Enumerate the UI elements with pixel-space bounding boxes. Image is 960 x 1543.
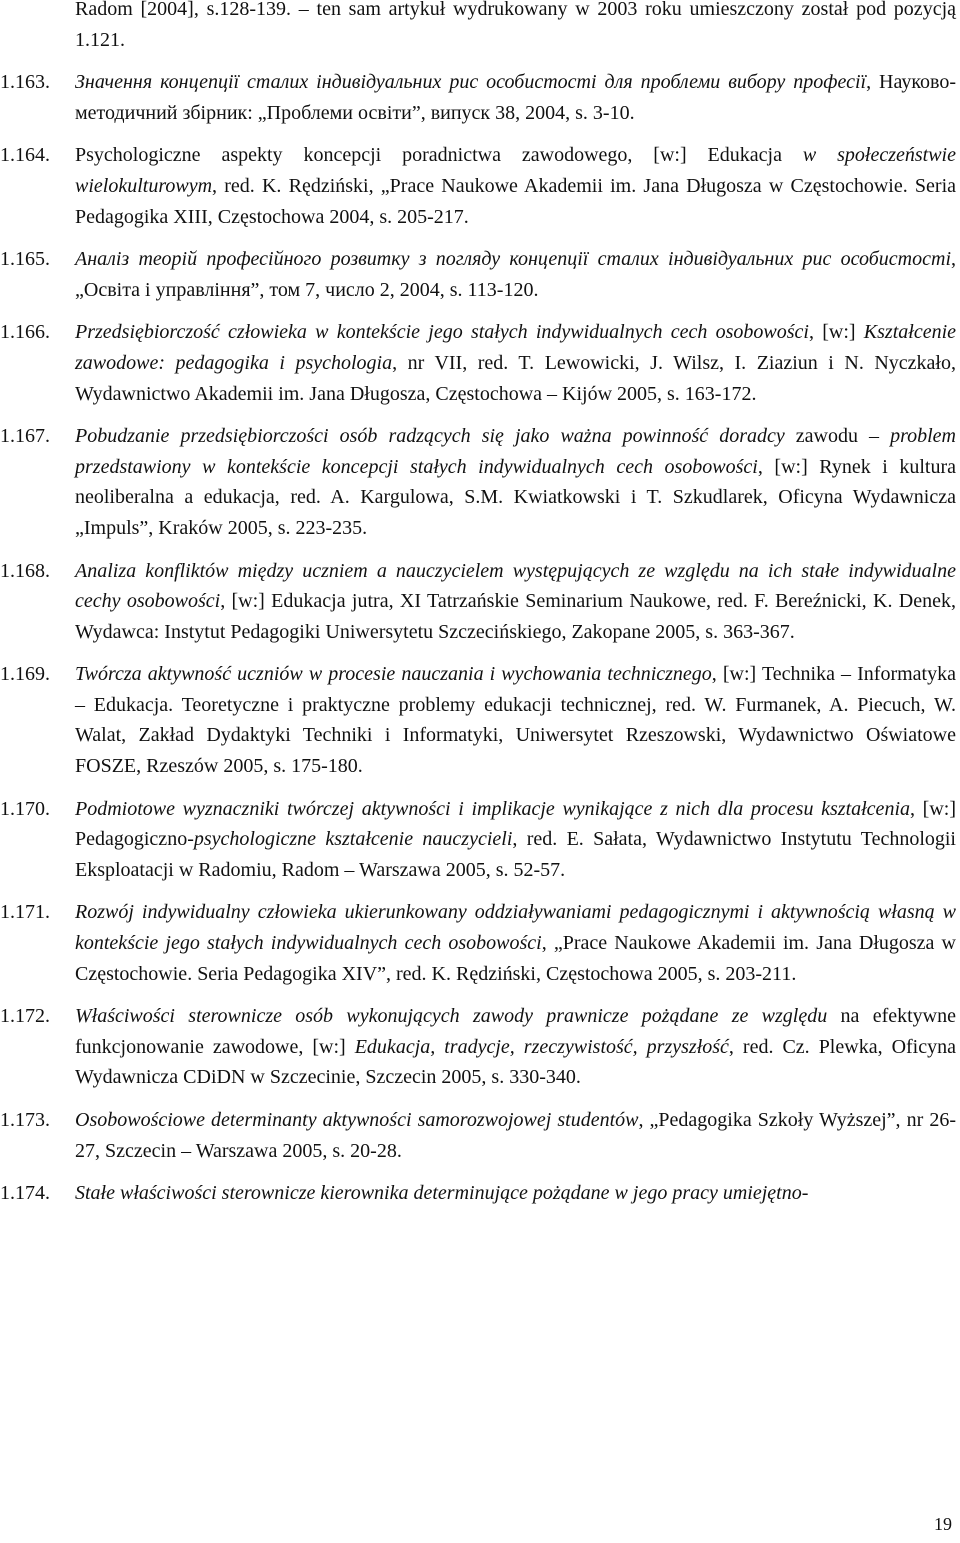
entry-number: 1.169. <box>0 663 50 686</box>
entry-number: 1.171. <box>0 901 50 924</box>
entry-text-segment: , „Освіта і управління”, том 7, число 2, 2004, s. 113-120. <box>75 248 956 301</box>
entry-title-italic: Twórcza aktywność uczniów w procesie nauczania i wychowania technicznego <box>75 663 712 686</box>
entry-text-segment: , Науково-методичний збірник: „Проблеми освіти”, випуск 38, 2004, s. 3-10. <box>75 71 956 124</box>
entry-text <box>75 1105 956 1166</box>
bibliography-entry <box>0 897 960 989</box>
entry-title-italic: psychologiczne kształcenie nauczycieli <box>193 828 513 851</box>
entry-text <box>75 0 956 55</box>
entry-text-segment: , red. Cz. Plewka, Oficyna Wydawnicza CDiDN w Szczecinie, Szczecin 2005, s. 330-340. <box>75 1035 956 1089</box>
entry-text-segment: , nr VII, red. T. Lewowicki, J. Wilsz, I. Ziaziun i N. Nyczkało, Wydawnictwo Akademii im. Jana Długosza, Częstochowa – Kijów 2005, s. 163-172. <box>75 351 956 405</box>
entry-title-italic: Аналіз теорій професійного розвитку з погляду концепції сталих індивідуальних рис особистості <box>75 248 951 271</box>
entry-number: 1.166. <box>0 321 50 344</box>
entry-text <box>75 659 956 781</box>
entry-text-segment: , red. K. Rędziński, „Prace Naukowe Akademii im. Jana Długosza w Częstochowie. Seria Pedagogika XIII, Częstochowa 2004, s. 205-217. <box>75 174 956 228</box>
entry-text-segment: , [w:] Rynek i kultura neoliberalna a edukacja, red. A. Kargulowa, S.M. Kwiatkowski i T. Szkudlarek, Oficyna Wydawnicza „Impuls”, Kraków 2005, s. 223-235. <box>75 455 956 539</box>
entry-title-italic: Właściwości sterownicze osób wykonujących zawody prawnicze pożądane ze względu <box>75 1005 841 1028</box>
entry-text-segment: , „Pedagogika Szkoły Wyższej”, nr 26-27, Szczecin – Warszawa 2005, s. 20-28. <box>75 1109 956 1162</box>
entry-title-italic: Stałe właściwości sterownicze kierownika determinujące pożądane w jego pracy umiejętno- <box>75 1182 809 1205</box>
entry-number: 1.164. <box>0 144 50 167</box>
entry-text <box>75 1178 956 1209</box>
bibliography-entry <box>0 140 960 232</box>
entry-title-italic: w społeczeństwie wielokulturowym <box>75 144 956 197</box>
bibliography-entry <box>0 659 960 781</box>
entry-title-italic: Edukacja, tradycje, rzeczywistość, przyszłość <box>354 1035 729 1058</box>
entry-text <box>75 140 956 232</box>
entry-number: 1.167. <box>0 425 50 448</box>
entry-number: 1.168. <box>0 559 50 582</box>
entry-text <box>75 67 956 128</box>
bibliography-entry <box>0 317 960 409</box>
entry-text-segment: na efektywne funkcjonowanie zawodowe, [w:] <box>75 1005 956 1058</box>
entry-text <box>75 897 956 989</box>
entry-text-segment: Radom [2004], s.128-139. – ten sam artykuł wydrukowany w 2003 roku umieszczony został pod pozycją 1.121. <box>75 0 956 51</box>
entry-text <box>75 556 956 648</box>
entry-text <box>75 1001 956 1093</box>
bibliography-entry <box>0 556 960 648</box>
entry-text <box>75 317 956 409</box>
page-number: 19 <box>934 1514 952 1534</box>
bibliography-entry <box>0 1105 960 1166</box>
entry-number: 1.172. <box>0 1005 50 1028</box>
bibliography-entry <box>0 67 960 128</box>
entry-title-italic: Przedsiębiorczość człowieka w kontekście jego stałych indywidualnych cech osobowości <box>75 321 809 344</box>
entry-text-segment: , red. E. Sałata, Wydawnictwo Instytutu Technologii Eksploatacji w Radomiu, Radom – Warszawa 2005, s. 52-57. <box>75 828 956 881</box>
entry-text <box>75 244 956 305</box>
entry-title-italic: Rozwój indywidualny człowieka ukierunkowany oddziaływaniami pedagogicznymi i aktywnością własną w kontekście jego stałych indywidualnych cech osobowości <box>75 901 956 955</box>
entry-title-italic: Analiza konfliktów między uczniem a nauczycielem występujących ze względu na ich stałe indywidualne cechy osobowości <box>75 559 956 613</box>
bibliography-entry <box>0 1178 960 1209</box>
entry-text-segment: , [w:] <box>808 321 864 344</box>
entry-text-segment: , „Prace Naukowe Akademii im. Jana Długosza w Częstochowie. Seria Pedagogika XIV”, red. K. Rędziński, Częstochowa 2005, s. 203-211. <box>75 932 956 985</box>
bibliography-entry <box>0 0 960 55</box>
bibliography-entry <box>0 244 960 305</box>
entry-number: 1.165. <box>0 248 50 271</box>
entry-text <box>75 794 956 886</box>
bibliography-entry <box>0 421 960 543</box>
entry-text-segment: zawodu – <box>795 425 891 448</box>
entry-text-segment: , [w:] Edukacja jutra, XI Tatrzańskie Seminarium Naukowe, red. F. Bereźnicki, K. Denek, Wydawca: Instytut Pedagogiki Uniwersytetu Szczecińskiego, Zakopane 2005, s. 363-367. <box>75 590 956 643</box>
entry-title-italic: Pobudzanie przedsiębiorczości osób radzących się jako ważna powinność doradcy <box>75 425 796 448</box>
entry-text-segment: Psychologiczne aspekty koncepcji poradnictwa zawodowego, [w:] Edukacja <box>75 144 803 167</box>
entry-text-segment: , [w:] Pedagogiczno- <box>75 797 956 851</box>
entry-number: 1.170. <box>0 797 50 820</box>
bibliography-entry <box>0 1001 960 1093</box>
entry-title-italic: problem przedstawiony w kontekście koncepcji stałych indywidualnych cech osobowości <box>75 425 956 478</box>
entry-title-italic: Значення концепції сталих індивідуальних рис особистості для проблеми вибору професії <box>75 71 867 94</box>
entry-title-italic: Podmiotowe wyznaczniki twórczej aktywności i implikacje wynikające z nich dla procesu kształcenia <box>75 797 910 820</box>
bibliography-entry <box>0 794 960 886</box>
entry-title-italic: Kształcenie zawodowe: pedagogika i psychologia <box>75 321 957 374</box>
entry-text <box>75 421 956 543</box>
entry-number: 1.173. <box>0 1109 50 1131</box>
entry-title-italic: Osobowościowe determinanty aktywności samorozwojowej studentów <box>75 1109 639 1131</box>
entry-text-segment: , [w:] Technika – Informatyka – Edukacja. Teoretyczne i praktyczne problemy edukacji technicznej, red. W. Furmanek, A. Piecuch, W. Walat, Zakład Dydaktyki Techniki i Informatyki, Uniwersytet Rzeszowski, Wydawnictwo Oświatowe FOSZE, Rzeszów 2005, s. 175-180. <box>75 663 956 778</box>
entry-number: 1.163. <box>0 71 50 94</box>
entry-number: 1.174. <box>0 1182 50 1205</box>
